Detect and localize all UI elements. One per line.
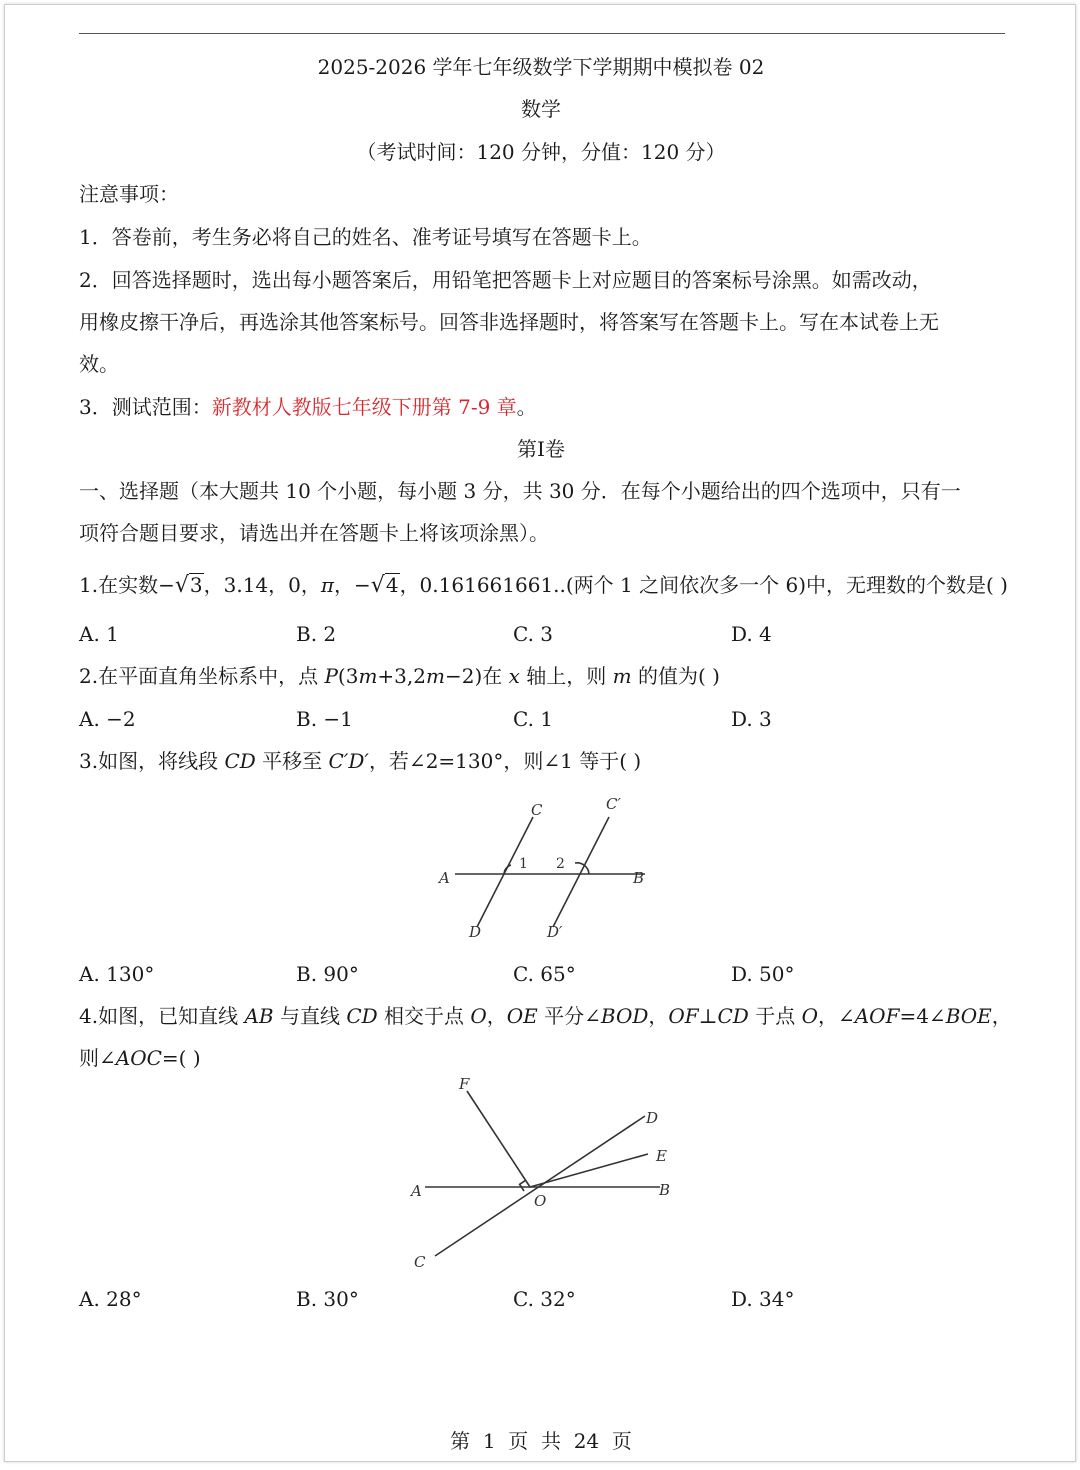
q4-line-cd: CD bbox=[717, 1004, 749, 1028]
q4-text: ⊥ bbox=[698, 1004, 718, 1028]
right-angle-mark bbox=[520, 1180, 526, 1191]
q1-suffix: ，0.161661661..(两个 1 之间依次多一个 6)中，无理数的个数是( ) bbox=[399, 573, 1008, 597]
q1-radicand-1: 3 bbox=[189, 573, 203, 597]
q3-option-c: C. 65° bbox=[513, 962, 576, 986]
label-b: B bbox=[659, 1181, 671, 1199]
q2-option-b: B. −1 bbox=[296, 707, 353, 731]
q3-option-a: A. 130° bbox=[79, 962, 155, 986]
angle-2-label: 2 bbox=[556, 856, 565, 872]
q2-point-p: P bbox=[324, 664, 338, 688]
q4-line-cd: CD bbox=[346, 1004, 378, 1028]
q2-option-a: A. −2 bbox=[79, 707, 136, 731]
q1-option-d: D. 4 bbox=[731, 622, 772, 646]
exam-title: 2025-2026 学年七年级数学下学期期中模拟卷 02 bbox=[317, 55, 765, 79]
q2-text: 的值为( ) bbox=[631, 664, 720, 688]
q2-text: (3 bbox=[337, 664, 359, 688]
label-a: A bbox=[411, 1182, 422, 1200]
angle-1-label: 1 bbox=[519, 856, 528, 872]
section-instructions-line-1: 一、选择题（本大题共 10 个小题，每小题 3 分，共 30 分．在每个小题给出的四个选项中，只有一 bbox=[79, 479, 961, 503]
q4-text: 4.如图，已知直线 bbox=[79, 1004, 245, 1028]
ray-of bbox=[467, 1091, 530, 1187]
q3-text: ，若∠2=130°，则∠1 等于( ) bbox=[368, 749, 642, 773]
exam-page bbox=[4, 4, 1076, 1462]
subject-title: 数学 bbox=[521, 97, 561, 121]
q1-option-a: A. 1 bbox=[79, 622, 119, 646]
q2-option-c: C. 1 bbox=[513, 707, 554, 731]
q4-angle-aof: AOF bbox=[854, 1004, 900, 1028]
notes-heading: 注意事项： bbox=[79, 182, 179, 206]
q1-pi: π bbox=[320, 573, 335, 597]
q4-text: ，∠ bbox=[817, 1004, 855, 1028]
q4-point-o: O bbox=[801, 1004, 818, 1028]
ray-oe bbox=[530, 1154, 648, 1187]
q2-var-m: m bbox=[612, 664, 632, 688]
q1-middle: ，3.14，0， bbox=[203, 573, 321, 597]
note-item-3 bbox=[79, 393, 537, 421]
q4-text: =4∠ bbox=[899, 1004, 946, 1028]
question-4-line-2 bbox=[79, 1044, 201, 1072]
q4-angle-aoc: AOC bbox=[115, 1046, 162, 1070]
label-d: D bbox=[646, 1109, 659, 1127]
note-item-1: 1．答卷前，考生务必将自己的姓名、准考证号填写在答题卡上。 bbox=[79, 225, 652, 249]
q3-option-d: D. 50° bbox=[731, 962, 795, 986]
page-footer: 第 1 页 共 24 页 bbox=[450, 1429, 632, 1453]
question-2 bbox=[79, 662, 720, 690]
label-d-prime: D′ bbox=[547, 923, 563, 941]
note-item-3-suffix: 。 bbox=[516, 395, 537, 419]
q4-text: ， bbox=[648, 1004, 669, 1028]
question-4-line-1 bbox=[79, 1002, 1012, 1030]
label-o: O bbox=[534, 1192, 547, 1210]
q4-point-o: O bbox=[470, 1004, 487, 1028]
label-c: C bbox=[531, 801, 543, 819]
q4-ray-oe: OE bbox=[506, 1004, 538, 1028]
note-item-3-prefix: 3．测试范围： bbox=[79, 395, 212, 419]
line-cd bbox=[435, 1116, 645, 1256]
label-b: B bbox=[633, 869, 645, 887]
q2-text: 2.在平面直角坐标系中，点 bbox=[79, 664, 325, 688]
q3-text: 平移至 bbox=[255, 749, 329, 773]
q1-radicand-2: 4 bbox=[385, 573, 399, 597]
q4-line-ab: AB bbox=[244, 1004, 274, 1028]
q2-option-d: D. 3 bbox=[731, 707, 772, 731]
label-c-prime: C′ bbox=[606, 795, 621, 813]
q1-minus: ，− bbox=[334, 573, 371, 597]
q4-option-d: D. 34° bbox=[731, 1287, 795, 1311]
test-range: 新教材人教版七年级下册第 7-9 章 bbox=[211, 395, 517, 419]
section-instructions-line-2: 项符合题目要求，请选出并在答题卡上将该项涂黑）。 bbox=[79, 521, 549, 545]
label-f: F bbox=[459, 1075, 470, 1093]
q2-text: −2)在 bbox=[444, 664, 509, 688]
q4-text: 相交于点 bbox=[377, 1004, 471, 1028]
q1-option-c: C. 3 bbox=[513, 622, 554, 646]
q4-text: 平分∠ bbox=[537, 1004, 601, 1028]
q3-option-b: B. 90° bbox=[296, 962, 359, 986]
q3-figure bbox=[425, 787, 665, 947]
note-item-2-line-1: 2．回答选择题时，选出每小题答案后，用铅笔把答题卡上对应题目的答案标号涂黑。如需改动， bbox=[79, 268, 932, 292]
sqrt-sign: √ bbox=[370, 573, 385, 598]
exam-info: （考试时间：120 分钟，分值：120 分） bbox=[356, 140, 726, 164]
q2-text: 轴上，则 bbox=[519, 664, 613, 688]
q2-text: +3,2 bbox=[377, 664, 426, 688]
segment-cpdp bbox=[553, 817, 609, 927]
q3-segment-cpdp: C′D′ bbox=[328, 749, 369, 773]
q4-figure bbox=[395, 1073, 695, 1273]
q4-option-b: B. 30° bbox=[296, 1287, 359, 1311]
question-3 bbox=[79, 747, 641, 775]
label-c: C bbox=[414, 1253, 426, 1271]
q2-var-x: x bbox=[508, 664, 520, 688]
q3-text: 3.如图，将线段 bbox=[79, 749, 225, 773]
label-d: D bbox=[469, 923, 482, 941]
q4-angle-bod: BOD bbox=[600, 1004, 649, 1028]
q4-text: 则∠ bbox=[79, 1046, 116, 1070]
q4-text: =( ) bbox=[161, 1046, 201, 1070]
q2-var-m: m bbox=[358, 664, 378, 688]
q4-text: ， bbox=[991, 1004, 1012, 1028]
header-rule bbox=[79, 33, 1005, 34]
volume-title: 第Ⅰ卷 bbox=[517, 437, 565, 461]
q4-option-a: A. 28° bbox=[79, 1287, 142, 1311]
q1-prefix: 1.在实数− bbox=[79, 573, 175, 597]
sqrt-sign: √ bbox=[174, 573, 189, 598]
q3-segment-cd: CD bbox=[224, 749, 256, 773]
label-a: A bbox=[439, 869, 450, 887]
q4-text: 与直线 bbox=[273, 1004, 347, 1028]
q1-option-b: B. 2 bbox=[296, 622, 337, 646]
q4-angle-boe: BOE bbox=[945, 1004, 992, 1028]
q4-option-c: C. 32° bbox=[513, 1287, 576, 1311]
q4-text: ， bbox=[486, 1004, 507, 1028]
question-1 bbox=[79, 571, 1008, 600]
note-item-2-line-3: 效。 bbox=[79, 352, 119, 376]
q4-ray-of: OF bbox=[668, 1004, 699, 1028]
q2-var-m: m bbox=[426, 664, 445, 688]
label-e: E bbox=[656, 1147, 667, 1165]
q4-text: 于点 bbox=[748, 1004, 802, 1028]
note-item-2-line-2: 用橡皮擦干净后，再选涂其他答案标号。回答非选择题时，将答案写在答题卡上。写在本试卷上无 bbox=[79, 310, 939, 334]
